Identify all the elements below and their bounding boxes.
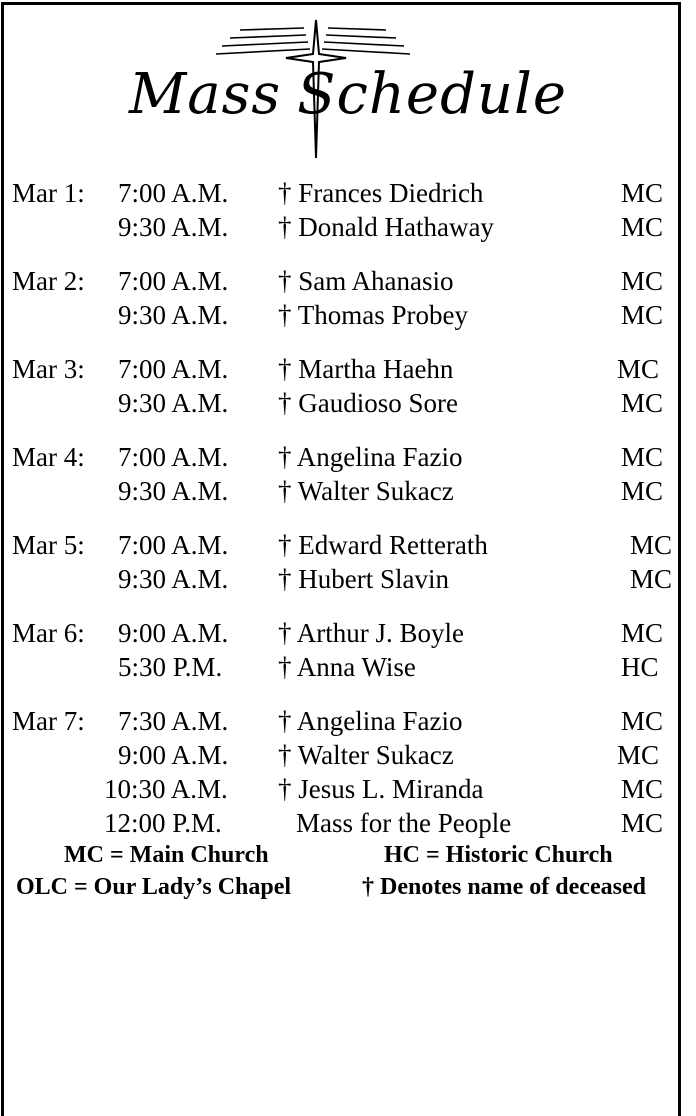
mass-time: 7:00 A.M. [118,178,229,208]
mass-time: 9:00 A.M. [118,618,229,648]
mass-location: MC [621,442,664,472]
mass-intention: † Hubert Slavin [278,564,449,594]
mass-time: 9:30 A.M. [118,212,229,242]
day-date: Mar 2: [12,266,85,296]
mass-location: MC [621,774,664,804]
schedule-row [0,562,696,596]
mass-intention: † Martha Haehn [278,354,454,384]
schedule-row [0,738,696,772]
mass-time: 10:30 A.M. [104,774,228,804]
day-date: Mar 7: [12,706,85,736]
mass-location: MC [630,564,673,594]
mass-time: 7:00 A.M. [118,442,229,472]
mass-intention: † Arthur J. Boyle [278,618,464,648]
mass-intention: † Sam Ahanasio [278,266,454,296]
mass-time: 7:00 A.M. [118,266,229,296]
day-date: Mar 4: [12,442,85,472]
mass-time: 7:00 A.M. [118,354,229,384]
mass-intention: † Anna Wise [278,652,416,682]
mass-time: 9:30 A.M. [118,476,229,506]
day-date: Mar 6: [12,618,85,648]
mass-location: MC [621,706,664,736]
mass-location: MC [621,212,664,242]
mass-intention: † Frances Diedrich [278,178,484,208]
mass-intention: † Gaudioso Sore [278,388,458,418]
schedule-row [0,650,696,684]
schedule-row [0,528,696,562]
mass-intention: † Thomas Probey [278,300,468,330]
mass-location: HC [621,652,659,682]
mass-intention: † Walter Sukacz [278,476,454,506]
mass-intention: † Walter Sukacz [278,740,454,770]
schedule-row [0,474,696,508]
mass-time: 9:30 A.M. [118,300,229,330]
schedule-row [0,704,696,738]
day-date: Mar 5: [12,530,85,560]
legend-historic-church: HC = Historic Church [384,842,613,868]
legend-our-ladys-chapel: OLC = Our Lady’s Chapel [16,874,292,900]
mass-intention: † Edward Retterath [278,530,488,560]
mass-location: MC [621,618,664,648]
day-date: Mar 3: [12,354,85,384]
mass-location: MC [621,178,664,208]
mass-location: MC [621,388,664,418]
mass-location: MC [617,740,660,770]
mass-time: 9:00 A.M. [118,740,229,770]
legend-deceased: † Denotes name of deceased [362,874,646,900]
schedule-row [0,298,696,332]
mass-intention: † Angelina Fazio [278,706,463,736]
schedule-row [0,616,696,650]
schedule-row [0,772,696,806]
mass-location: MC [617,354,660,384]
mass-location: MC [621,266,664,296]
mass-intention: Mass for the People [296,808,512,838]
mass-time: 9:30 A.M. [118,388,229,418]
schedule-row [0,264,696,298]
mass-time: 7:30 A.M. [118,706,229,736]
mass-location: MC [630,530,673,560]
page-title [0,60,696,130]
legend-main-church: MC = Main Church [64,842,269,868]
schedule-row [0,210,696,244]
mass-time: 7:00 A.M. [118,530,229,560]
mass-intention: † Jesus L. Miranda [278,774,484,804]
schedule-row [0,386,696,420]
schedule-row [0,440,696,474]
schedule-row [0,176,696,210]
title-word-mass: Mass [128,62,282,127]
title-word-schedule: Schedule [297,62,568,127]
schedule-row [0,806,696,840]
mass-location: MC [621,476,664,506]
mass-intention: † Donald Hathaway [278,212,494,242]
mass-time: 5:30 P.M. [118,652,223,682]
schedule-row [0,352,696,386]
mass-time: 9:30 A.M. [118,564,229,594]
mass-location: MC [621,300,664,330]
mass-location: MC [621,808,664,838]
day-date: Mar 1: [12,178,85,208]
mass-time: 12:00 P.M. [104,808,222,838]
mass-intention: † Angelina Fazio [278,442,463,472]
